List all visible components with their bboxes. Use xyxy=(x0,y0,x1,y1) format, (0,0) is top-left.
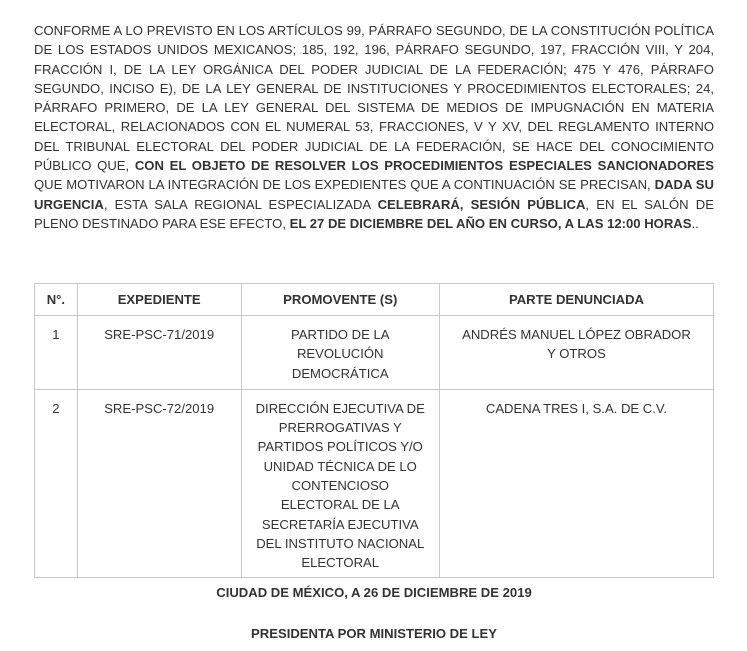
cell-expediente: SRE-PSC-72/2019 xyxy=(77,389,241,577)
table-row xyxy=(35,389,714,577)
notice-bold-purpose: CON EL OBJETO DE RESOLVER LOS PROCEDIMIENTOS ESPECIALES SANCIONADORES xyxy=(134,158,714,174)
table-header-row xyxy=(35,284,714,316)
table-row xyxy=(35,316,714,390)
notice-bold-date: EL 27 DE DICIEMBRE DEL AÑO EN CURSO, A LAS 12:00 HORAS xyxy=(289,215,692,231)
notice-text-5: .. xyxy=(691,215,699,231)
notice-bold-session: CELEBRARÁ, SESIÓN PÚBLICA xyxy=(377,196,586,212)
signer-title: PRESIDENTA POR MINISTERIO DE LEY xyxy=(251,626,497,641)
header-expediente: EXPEDIENTE xyxy=(77,284,241,316)
header-promovente: PROMOVENTE (S) xyxy=(241,284,439,316)
cell-promovente: PARTIDO DE LA REVOLUCIÓN DEMOCRÁTICA xyxy=(241,316,439,390)
notice-text-1: CONFORME A LO PREVISTO EN LOS ARTÍCULOS 99, PÁRRAFO SEGUNDO, DE LA CONSTITUCIÓN POLÍTICA DE LOS ESTADOS UNIDOS MEXICANOS; 185, 192, 196, PÁRRAFO SEGUNDO, 197, FRACCIÓN VIII, Y 204, FRACCIÓN I, DE LA LEY ORGÁNICA DEL PODER JUDICIAL DE LA FEDERACIÓN; 475 Y 476, PÁRRAFO SEGUNDO, INCISO E), DE LA LEY GENERAL DE INSTITUCIONES Y PROCEDIMIENTOS ELECTORALES; 24, PÁRRAFO PRIMERO, DE LA LEY GENERAL DEL SISTEMA DE MEDIOS DE IMPUGNACIÓN EN MATERIA ELECTORAL, RELACIONADOS CON EL NUMERAL 53, FRACCIONES, V Y XV, DEL REGLAMENTO INTERNO DEL TRIBUNAL ELECTORAL DEL PODER JUDICIAL DE LA FEDERACIÓN, SE HACE DEL CONOCIMIENTO PÚBLICO QUE, xyxy=(34,23,714,174)
notice-text-4: , EN EL SALÓN DE PLENO DESTINADO PARA ESE EFECTO, xyxy=(34,196,714,231)
notice-bold-urgency: DADA SU URGENCIA xyxy=(34,177,715,212)
notice-paragraph xyxy=(34,21,714,233)
cell-number: 1 xyxy=(35,316,78,390)
cell-number: 2 xyxy=(35,389,78,577)
place-and-date: CIUDAD DE MÉXICO, A 26 DE DICIEMBRE DE 2019 xyxy=(216,585,532,600)
cell-parte-denunciada: ANDRÉS MANUEL LÓPEZ OBRADOR Y OTROS xyxy=(439,316,713,390)
notice-text-2: QUE MOTIVARON LA INTEGRACIÓN DE LOS EXPEDIENTES QUE A CONTINUACIÓN SE PRECISAN, xyxy=(34,177,655,193)
cell-parte-denunciada: CADENA TRES I, S.A. DE C.V. xyxy=(439,389,713,577)
header-parte-denunciada: PARTE DENUNCIADA xyxy=(439,284,713,316)
notice-text-3: , ESTA SALA REGIONAL ESPECIALIZADA xyxy=(103,196,378,212)
header-number: N°. xyxy=(35,284,78,316)
cell-promovente: DIRECCIÓN EJECUTIVA DE PRERROGATIVAS Y PARTIDOS POLÍTICOS Y/O UNIDAD TÉCNICA DE LO CONTENCIOSO ELECTORAL DE LA SECRETARÍA EJECUTIVA DEL INSTITUTO NACIONAL ELECTORAL xyxy=(241,389,439,577)
expedientes-table xyxy=(34,283,714,578)
cell-expediente: SRE-PSC-71/2019 xyxy=(77,316,241,390)
